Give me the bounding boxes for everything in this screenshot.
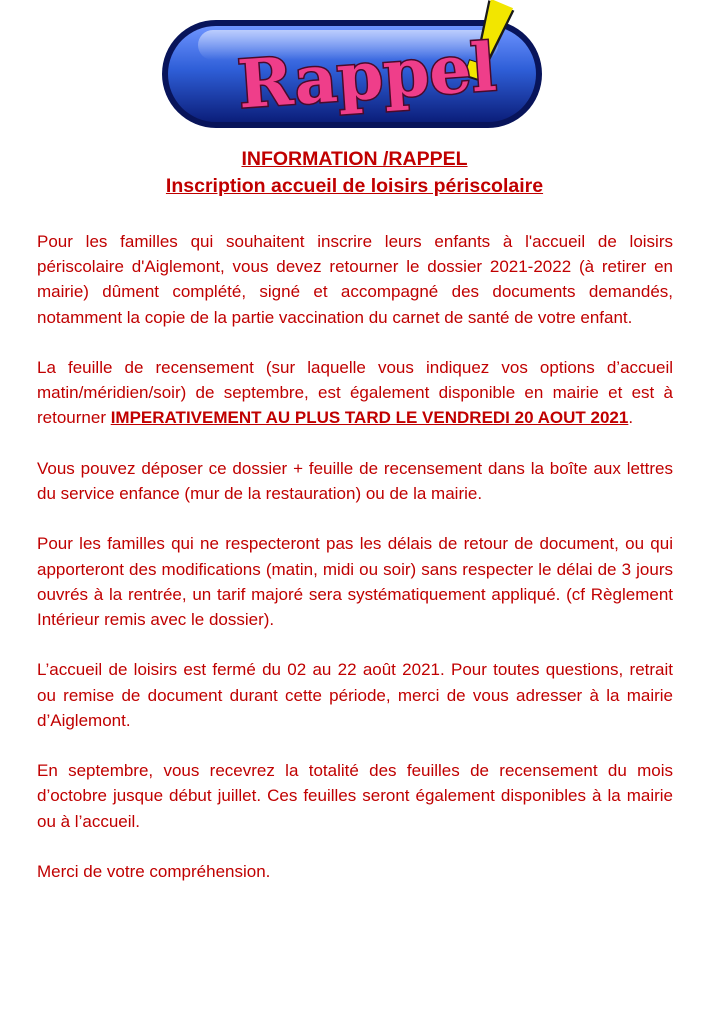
paragraph-september: En septembre, vous recevrez la totalité des feuilles de recensement du mois d’octobre jusque début juillet. Ces feuilles seront également disponibles à la mairie ou à l’accueil.	[37, 761, 673, 831]
paragraph-census-end: .	[628, 408, 634, 428]
paragraph-closure: L’accueil de loisirs est fermé du 02 au 22 août 2021. Pour toutes questions, retrait ou remise de document durant cette période, merci de vous adresser à la mairie d’Aiglemont.	[37, 660, 673, 730]
logo-text: Rappel	[235, 27, 499, 124]
deadline-emphasis: IMPERATIVEMENT AU PLUS TARD LE VENDREDI 20 AOUT 2021	[110, 408, 629, 428]
paragraph-registration: Pour les familles qui souhaitent inscrire leurs enfants à l'accueil de loisirs périscolaire d'Aiglemont, vous devez retourner le dossier 2021-2022 (à retirer en mairie) dûment complété, signé et accompagné des documents demandés, notamment la copie de la partie vaccination du carnet de santé de votre enfant.	[37, 232, 673, 327]
closing-thanks: Merci de votre compréhension.	[37, 861, 271, 881]
title-block	[0, 146, 709, 200]
rappel-logo	[158, 0, 558, 136]
subtitle: Inscription accueil de loisirs périscolaire	[165, 175, 544, 197]
paragraph-drop-off: Vous pouvez déposer ce dossier + feuille de recensement dans la boîte aux lettres du service enfance (mur de la restauration) ou de la mairie.	[37, 458, 673, 503]
paragraph-census-text: La feuille de recensement (sur laquelle vous indiquez vos options d’accueil matin/méridien/soir) de septembre, est également disponible en mairie et est à retourner	[37, 358, 673, 428]
main-title: INFORMATION /RAPPEL	[241, 148, 468, 170]
paragraph-census-sheet	[37, 355, 673, 431]
notice-body	[37, 229, 673, 909]
paragraph-penalty: Pour les familles qui ne respecteront pas les délais de retour de document, ou qui apporteront des modifications (matin, midi ou soir) sans respecter le délai de 3 jours ouvrés à la rentrée, un tarif majoré sera systématiquement appliqué. (cf Règlement Intérieur remis avec le dossier).	[37, 534, 673, 629]
